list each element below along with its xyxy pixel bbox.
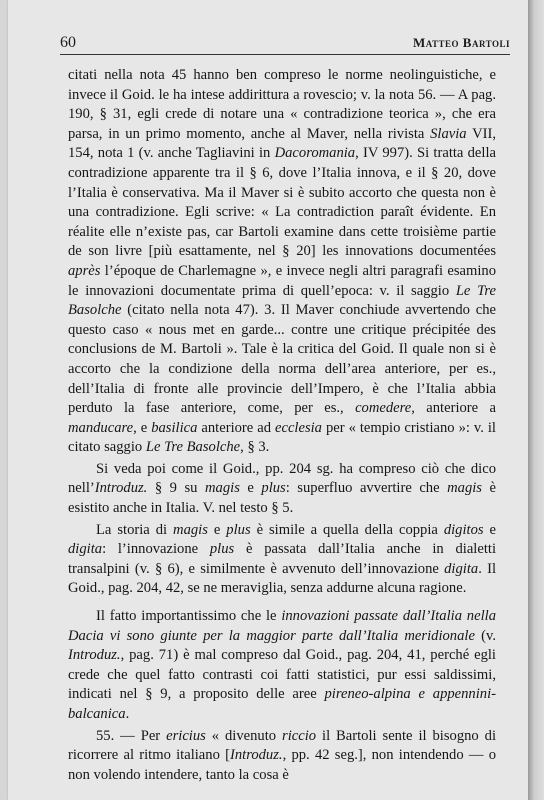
italic-text: basilica xyxy=(151,419,198,436)
running-head: Matteo Bartoli xyxy=(412,35,510,50)
italic-text: digitos xyxy=(443,521,484,538)
text-run: 55. — Per xyxy=(96,727,167,744)
italic-text: Le Tre Basolche xyxy=(68,282,497,319)
text-run: (citato nella nota 47). 3. Il Maver conchiude avvertendo che questo caso « nous met en garde... contre une critique précipitée des conclusions de M. Bartoli ». Tale è la critica del Goid. Il quale non si è accorto che la condizione della norma dell’area anteriore, per es., dell’Italia di fronte alle provincie dell’Impero, è che l’Italia abbia perduto la fase anteriore, come, per es., xyxy=(68,302,496,417)
text-run: e xyxy=(239,480,262,497)
paragraph-2 xyxy=(68,460,496,519)
header-rule xyxy=(60,54,510,55)
paragraph-3 xyxy=(68,521,496,599)
italic-text: pireneo-alpina e appennini-balcanica xyxy=(68,686,496,722)
text-run: VII, 154, nota 1 (v. anche Tagliavini in xyxy=(68,125,496,162)
text-run: citati nella nota 45 hanno ben compreso le norme neolinguistiche, e invece il Goid. le ha intese addirittura a rovescio; v. la nota 56. — A pag. 190, § 31, egli crede di notare una « contradizione teorica », che era parsa, in un primo momento, anche al Maver, nella rivista xyxy=(68,67,496,142)
italic-text: innovazioni passate dall’Italia nella Dacia vi sono giunte per la maggior parte dall’Italia meridionale xyxy=(68,608,496,644)
italic-text: magis xyxy=(447,480,482,497)
text-run: è esistito anche in Italia. V. nel testo § 5. xyxy=(68,480,496,517)
paragraph-4 xyxy=(68,607,496,725)
text-run: , anteriore a xyxy=(411,400,496,417)
italic-text: Introduz. xyxy=(229,747,283,764)
italic-text: Introduz. xyxy=(94,480,148,497)
paragraph-5 xyxy=(68,727,496,786)
text-run: . Il Goid., pag. 204, 42, se ne meraviglia, senza addurne alcuna ragione. xyxy=(68,560,496,597)
text-run: l’époque de Charlemagne », e invece negli altri paragrafi esamino le innovazioni documentate prima di quell’epoca: v. il saggio xyxy=(68,262,496,299)
text-run: Si veda poi come il Goid., pp. 204 sg. ha compreso ciò che dico nell’ xyxy=(68,460,496,497)
page-header xyxy=(60,30,510,54)
text-run: . xyxy=(125,706,130,722)
text-run: e xyxy=(207,521,227,538)
text-run: , pp. 42 seg.], non intendendo — o non volendo intendere, tanto la cosa è xyxy=(68,747,496,783)
italic-text: digita xyxy=(68,541,103,558)
text-run: il Bartoli sente il bisogno di ricorrere al ritmo italiano [ xyxy=(68,727,496,764)
page-number: 60 xyxy=(60,34,76,51)
text-run: e xyxy=(483,521,496,538)
text-run: , e xyxy=(133,419,152,436)
text-run: : superfluo avvertire che xyxy=(285,480,448,497)
italic-text: ecclesia xyxy=(274,419,322,436)
text-run: § 9 su xyxy=(147,480,205,497)
italic-text: magis xyxy=(173,521,208,538)
italic-text: magis xyxy=(205,480,240,497)
italic-text: après xyxy=(68,262,101,279)
text-run: Il fatto importantissimo che le xyxy=(96,608,282,625)
italic-text: plus xyxy=(209,541,235,558)
text-run: è passata dall’Italia anche in dialetti transalpini (v. § 6), e similmente è avvenuto dell’innovazione xyxy=(68,541,496,577)
paragraph-1 xyxy=(68,66,496,458)
text-run: è simile a quella della coppia xyxy=(250,521,444,538)
italic-text: comedere xyxy=(355,400,412,417)
italic-text: ericius xyxy=(166,727,206,744)
text-run: anteriore ad xyxy=(197,419,275,436)
italic-text: Le Tre Basolche xyxy=(145,439,241,456)
text-run: : l’innovazione xyxy=(102,541,210,558)
italic-text: Slavia xyxy=(430,125,467,142)
italic-text: riccio xyxy=(282,727,317,744)
italic-text: plus xyxy=(226,521,251,538)
text-run: , IV 997). Si tratta della contradizione apparente tra il § 6, dove l’Italia innova, e il § 20, dove l’Italia è conservativa. Ma il Maver si è subito accorto che questa non è una contradizione. Egli scrive: « La contradiction paraît évidente. En réalite elle n’existe pas, car Bartoli examine dans cette troisième partie de son livre [più esattamente, nel § 20] les innovations documentées xyxy=(68,145,497,260)
text-run: per « tempio cristiano »: v. il citato saggio xyxy=(68,419,496,456)
text-run: (v. xyxy=(474,627,496,644)
text-run: , pag. 71) è mal compreso dal Goid., pag. 204, 41, perché egli crede che quel fatto contrasti coi fatti statistici, pur essi saldissimi, indicati nel § 9, a proposito delle aree xyxy=(68,647,496,703)
italic-text: manducare xyxy=(68,419,134,436)
italic-text: digita xyxy=(444,560,479,577)
text-run: « divenuto xyxy=(205,727,283,744)
book-page xyxy=(8,0,528,800)
body-text xyxy=(68,66,496,785)
page-edge-shadow xyxy=(528,0,544,800)
text-run: , § 3. xyxy=(240,439,270,456)
italic-text: Dacoromania xyxy=(274,145,356,162)
text-run: La storia di xyxy=(96,521,174,538)
italic-text: plus xyxy=(261,480,286,497)
italic-text: Introduz. xyxy=(68,647,121,664)
